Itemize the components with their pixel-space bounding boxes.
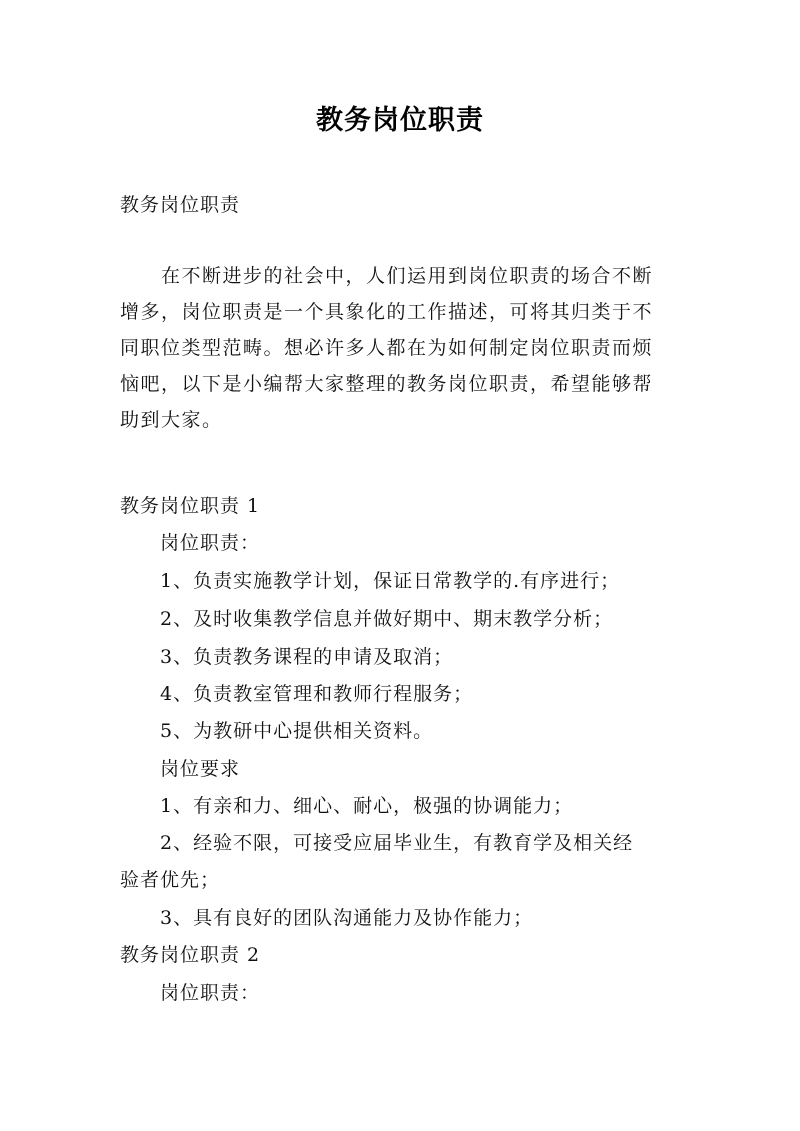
requirement-item-3: 3、具有良好的团队沟通能力及协作能力； — [160, 907, 534, 929]
duty-item-5: 5、为教研中心提供相关资料。 — [160, 720, 434, 742]
duty-item-1: 1、负责实施教学计划，保证日常教学的.有序进行； — [160, 570, 621, 592]
duty-item-4: 4、负责教室管理和教师行程服务； — [160, 683, 474, 705]
requirement-item-2: 2、经验不限，可接受应届毕业生，有教育学及相关经 — [160, 832, 634, 854]
section1-requirements-label: 岗位要求 — [160, 758, 241, 780]
intro-line: 助到大家。 — [120, 409, 223, 431]
intro-line: 同职位类型范畴。想必许多人都在为如何制定岗位职责而烦 — [120, 337, 654, 359]
requirement-item-1: 1、有亲和力、细心、耐心，极强的协调能力； — [160, 795, 574, 817]
section1-heading: 教务岗位职责 1 — [120, 495, 261, 517]
duty-item-2: 2、及时收集教学信息并做好期中、期末教学分析； — [160, 608, 614, 630]
section1-duties-label: 岗位职责： — [160, 532, 261, 554]
document-subtitle: 教务岗位职责 — [120, 194, 241, 216]
intro-line: 恼吧，以下是小编帮大家整理的教务岗位职责，希望能够帮 — [120, 373, 654, 395]
section2-duties-label: 岗位职责： — [160, 982, 261, 1004]
document-title: 教务岗位职责 — [316, 105, 484, 136]
intro-line: 增多，岗位职责是一个具象化的工作描述，可将其归类于不 — [120, 301, 654, 323]
section2-heading: 教务岗位职责 2 — [120, 944, 261, 966]
intro-paragraph — [120, 258, 685, 438]
duty-item-3: 3、负责教务课程的申请及取消； — [160, 646, 454, 668]
requirement-item-2-continued: 验者优先； — [120, 869, 221, 891]
intro-line: 在不断进步的社会中，人们运用到岗位职责的场合不断 — [120, 265, 654, 287]
